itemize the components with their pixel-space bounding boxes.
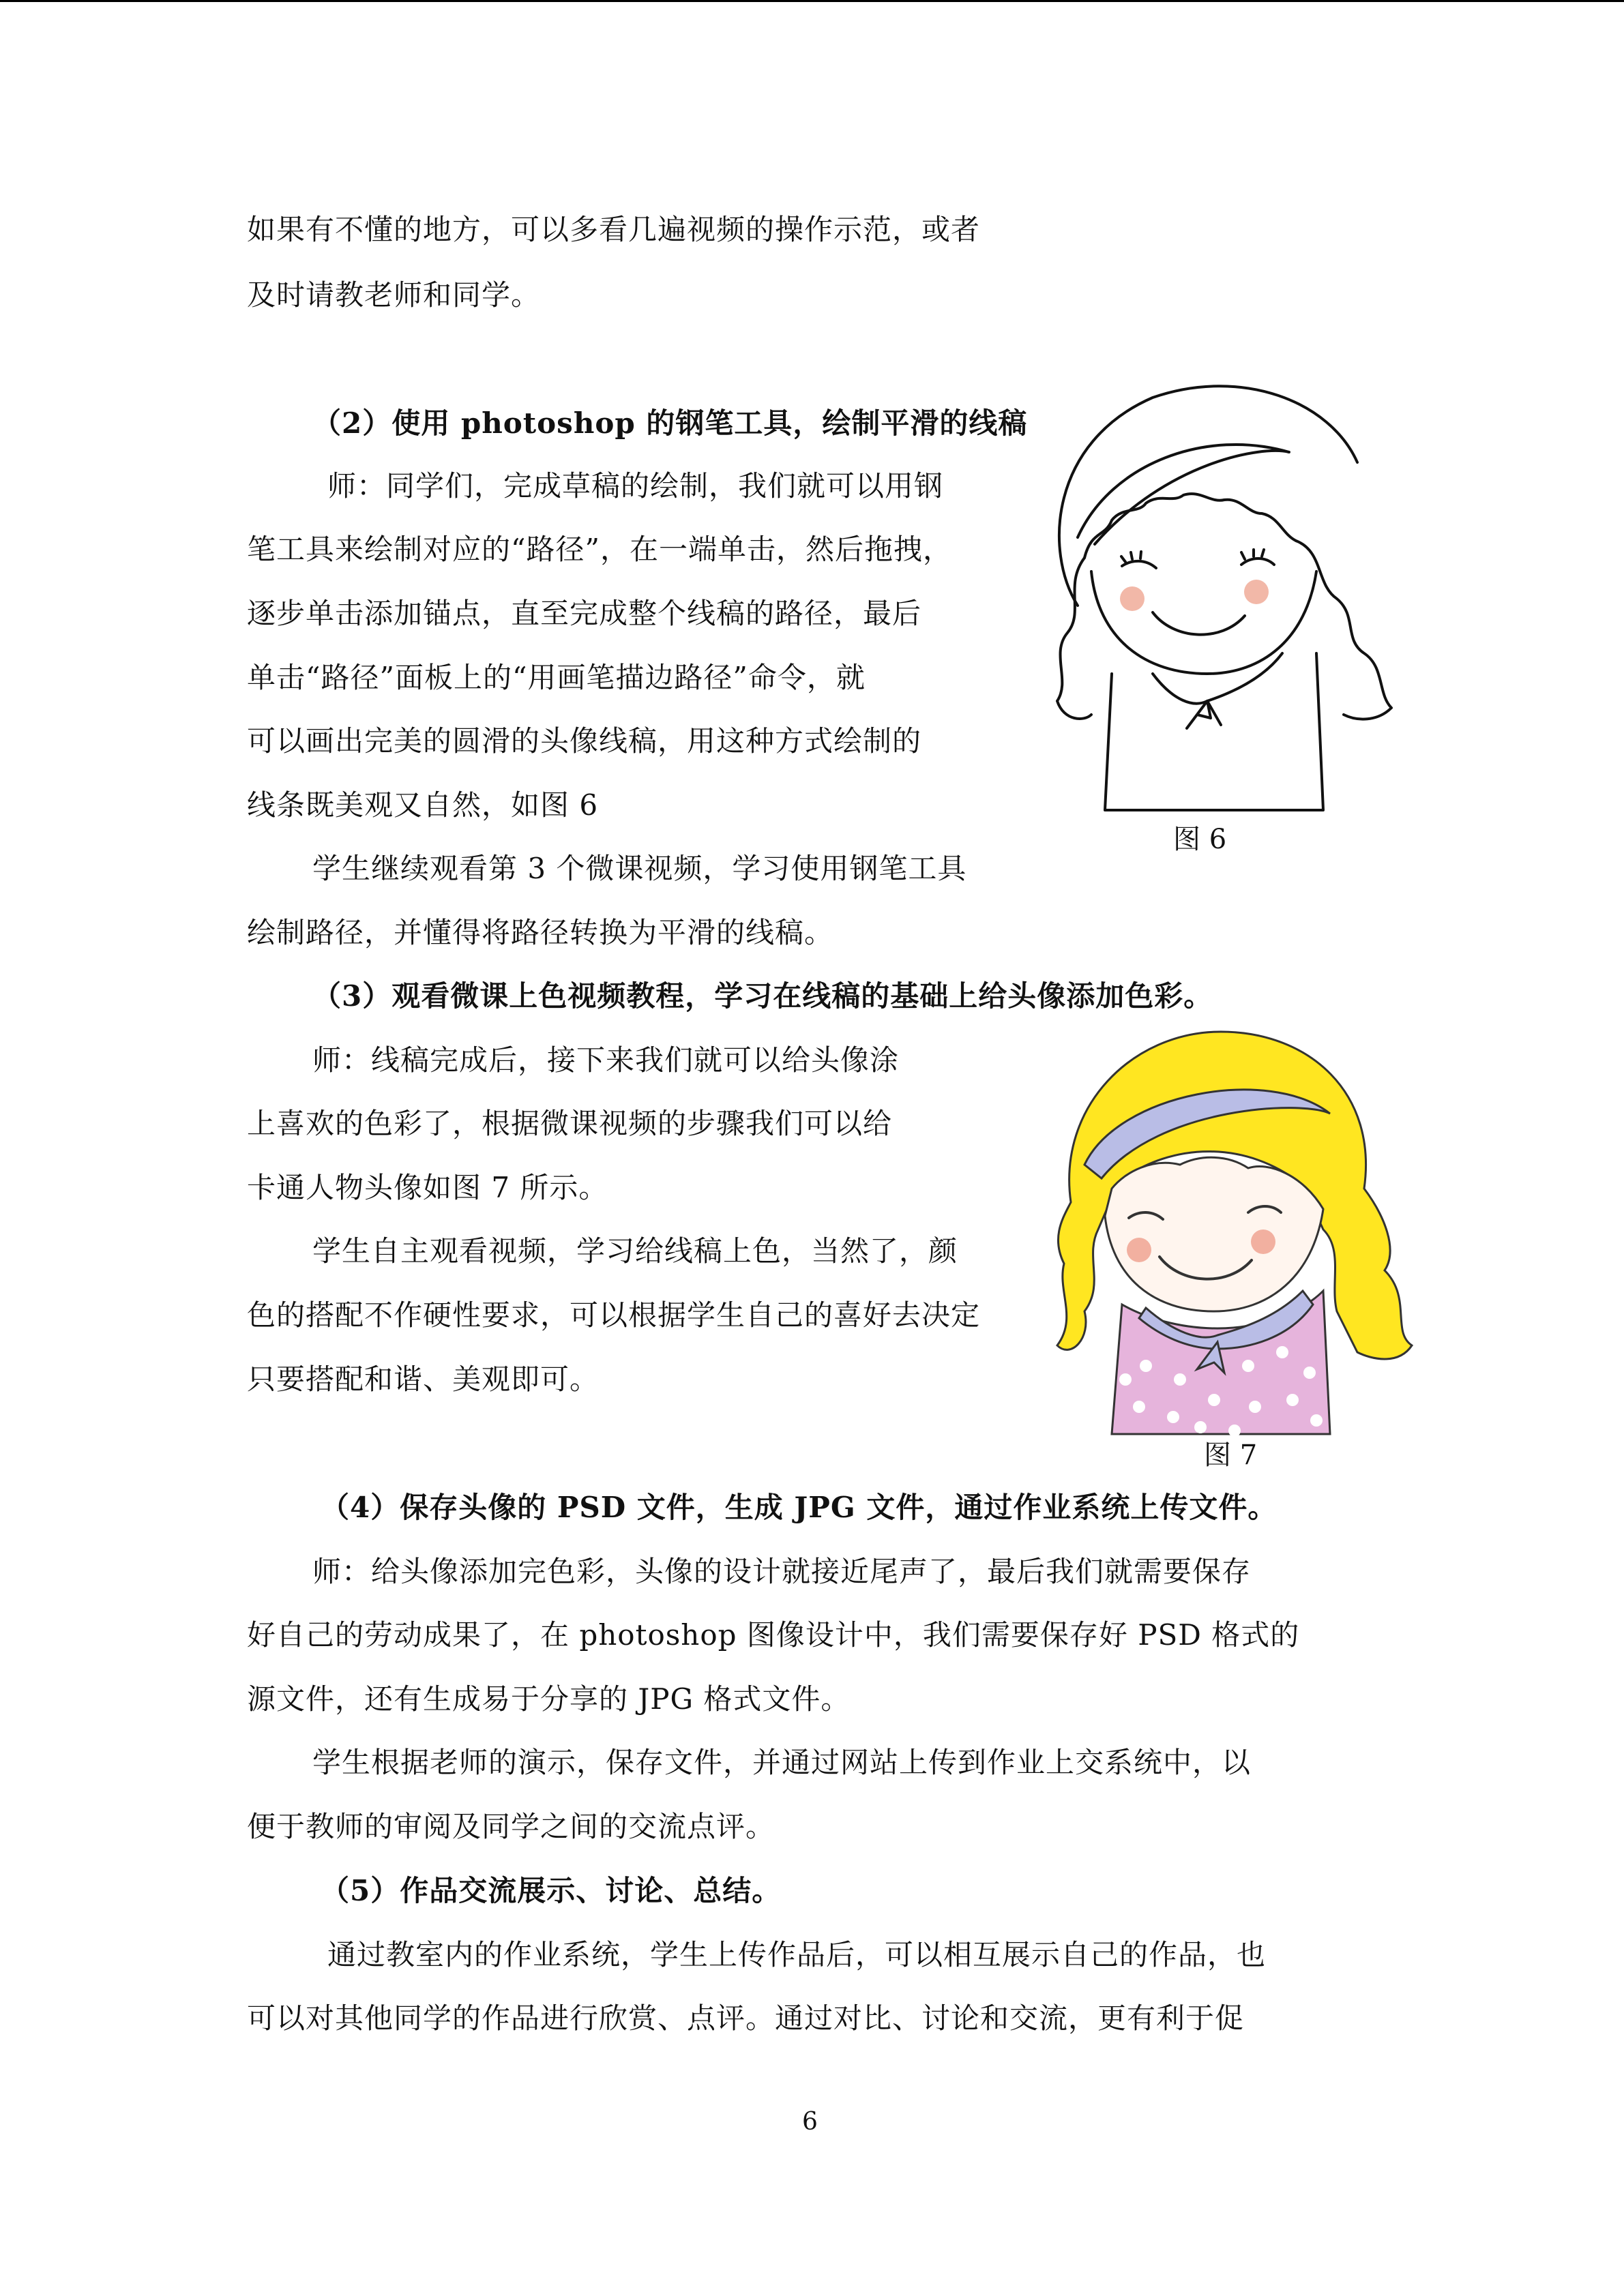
body-text-line: 源文件，还有生成易于分享的 JPG 格式文件。 (247, 1682, 851, 1716)
body-text-line: 卡通人物头像如图 7 所示。 (247, 1171, 608, 1204)
figure-6-line-drawing (1037, 381, 1419, 824)
body-text-line: 可以画出完美的圆滑的头像线稿，用这种方式绘制的 (247, 724, 922, 758)
body-text-line: 单击“路径”面板上的“用画笔描边路径”命令，就 (247, 661, 866, 694)
body-text-line: 逐步单击添加锚点，直至完成整个线稿的路径，最后 (247, 597, 922, 630)
body-text-line: 师：给头像添加完色彩，头像的设计就接近尾声了，最后我们就需要保存 (312, 1555, 1252, 1588)
body-text-line: 如果有不懂的地方，可以多看几遍视频的操作示范，或者 (247, 213, 981, 246)
figure-6-caption: 图 6 (1173, 824, 1227, 855)
body-text-line: 上喜欢的色彩了，根据微课视频的步骤我们可以给 (247, 1107, 893, 1140)
body-text-line: 通过教室内的作业系统，学生上传作品后，可以相互展示自己的作品，也 (327, 1938, 1267, 1971)
body-text-line: 色的搭配不作硬性要求，可以根据学生自己的喜好去决定 (247, 1298, 981, 1332)
body-text-line: 学生根据老师的演示，保存文件，并通过网站上传到作业上交系统中，以 (312, 1746, 1252, 1779)
figure-7-caption: 图 7 (1204, 1440, 1258, 1471)
body-text-line: 及时请教老师和同学。 (247, 278, 541, 312)
body-text-line: 学生继续观看第 3 个微课视频，学习使用钢笔工具 (312, 852, 967, 885)
body-text-line: 学生自主观看视频，学习给线稿上色，当然了，颜 (312, 1234, 958, 1268)
body-text-line: 好自己的劳动成果了，在 photoshop 图像设计中，我们需要保存好 PSD 格式的 (247, 1618, 1300, 1652)
page-number: 6 (802, 2108, 818, 2136)
section-heading: （2）使用 photoshop 的钢笔工具，绘制平滑的线稿 (312, 406, 1028, 440)
body-text-line: 笔工具来绘制对应的“路径”，在一端单击，然后拖拽， (247, 533, 952, 566)
body-text-line: 只要搭配和谐、美观即可。 (247, 1362, 600, 1396)
body-text-line: 便于教师的审阅及同学之间的交流点评。 (247, 1810, 776, 1843)
body-text-line: 线条既美观又自然，如图 6 (247, 788, 599, 822)
section-heading: （4）保存头像的 PSD 文件，生成 JPG 文件，通过作业系统上传文件。 (321, 1491, 1278, 1524)
body-text-line: 师：线稿完成后，接下来我们就可以给头像涂 (312, 1043, 900, 1077)
section-heading: （5）作品交流展示、讨论、总结。 (321, 1874, 782, 1907)
body-text-line: 绘制路径，并懂得将路径转换为平滑的线稿。 (247, 916, 834, 949)
body-text-line: 可以对其他同学的作品进行欣赏、点评。通过对比、讨论和交流，更有利于促 (247, 2001, 1245, 2035)
body-text-line: 师：同学们，完成草稿的绘制，我们就可以用钢 (327, 469, 944, 503)
figure-7-colored-avatar (1044, 1025, 1426, 1441)
section-heading: （3）观看微课上色视频教程，学习在线稿的基础上给头像添加色彩。 (312, 979, 1213, 1013)
